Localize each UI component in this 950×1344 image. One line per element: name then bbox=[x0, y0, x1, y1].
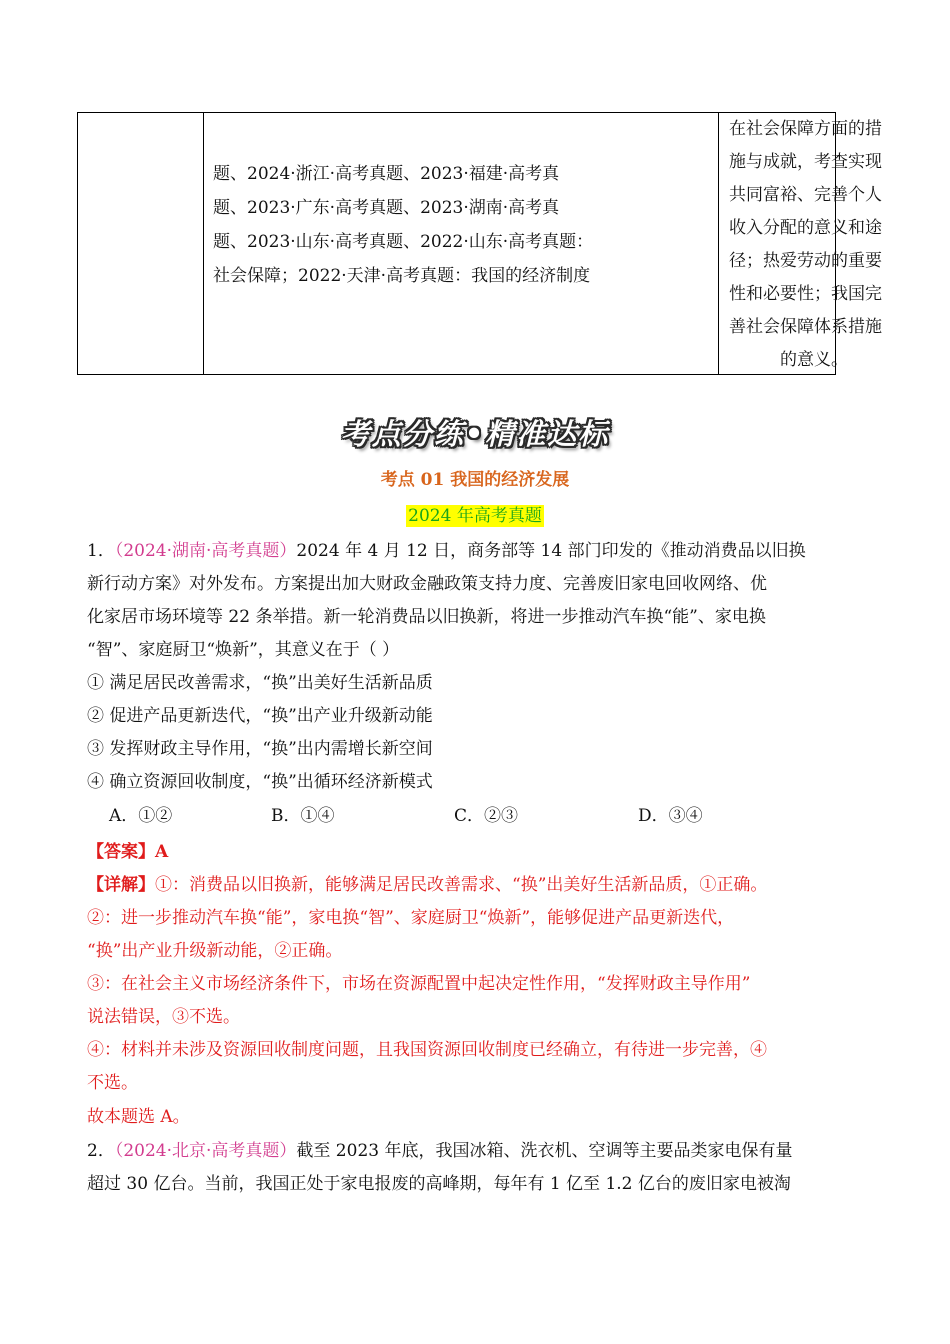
answer-value: A bbox=[155, 842, 169, 862]
detail-line: 说法错误，③不选。 bbox=[87, 1007, 240, 1027]
detail-line bbox=[87, 869, 872, 902]
table-sources-text bbox=[213, 157, 713, 293]
detail-line: “换”出产业升级新动能，②正确。 bbox=[87, 941, 343, 961]
answer-detail bbox=[87, 869, 872, 1100]
table-analysis-line: 善社会保障体系措施 bbox=[729, 317, 882, 337]
table-analysis-line: 的意义。 bbox=[780, 350, 848, 370]
question-1 bbox=[87, 535, 867, 799]
year-heading bbox=[0, 505, 950, 527]
option-a: A．①② bbox=[109, 806, 173, 826]
statement-1: ① 满足居民改善需求，“换”出美好生活新品质 bbox=[87, 673, 433, 693]
banner-title: 考点分练•精准达标 bbox=[340, 416, 610, 451]
option-d: D．③④ bbox=[638, 806, 703, 826]
table-sources-line: 题、2023·广东·高考真题、2023·湖南·高考真 bbox=[213, 198, 560, 218]
option-b: B．①④ bbox=[271, 806, 335, 826]
year-heading-label: 2024 年高考真题 bbox=[408, 506, 542, 526]
exam-table bbox=[77, 112, 882, 375]
question-number: 2． bbox=[87, 1141, 115, 1161]
detail-line: ④：材料并未涉及资源回收制度问题，且我国资源回收制度已经确立，有待进一步完善，④ bbox=[87, 1040, 767, 1060]
question-stem-first bbox=[87, 1135, 867, 1168]
conclusion: 故本题选 A。 bbox=[87, 1107, 190, 1127]
question-stem-text: 截至 2023 年底，我国冰箱、洗衣机、空调等主要品类家电保有量 bbox=[296, 1141, 793, 1161]
answer-line bbox=[87, 836, 867, 869]
section-banner bbox=[300, 408, 650, 456]
detail-line: ③：在社会主义市场经济条件下，市场在资源配置中起决定性作用，“发挥财政主导作用” bbox=[87, 974, 751, 994]
detail-line: 不选。 bbox=[87, 1073, 138, 1093]
answer-label: 【答案】 bbox=[87, 842, 155, 862]
table-analysis-line: 共同富裕、完善个人 bbox=[729, 185, 882, 205]
table-col-category bbox=[78, 113, 204, 374]
table-sources-line: 社会保障；2022·天津·高考真题：我国的经济制度 bbox=[213, 266, 591, 286]
statement-2: ② 促进产品更新迭代，“换”出产业升级新动能 bbox=[87, 706, 433, 726]
table-analysis-text bbox=[729, 113, 909, 377]
table-col-analysis bbox=[719, 113, 882, 374]
table-analysis-line: 性和必要性；我国完 bbox=[729, 284, 882, 304]
table-analysis-line: 收入分配的意义和途 bbox=[729, 218, 882, 238]
question-stem-text: 2024 年 4 月 12 日，商务部等 14 部门印发的《推动消费品以旧换 bbox=[296, 541, 806, 561]
question-2 bbox=[87, 1135, 867, 1201]
statement-3: ③ 发挥财政主导作用，“换”出内需增长新空间 bbox=[87, 739, 433, 759]
question-stem-first bbox=[87, 535, 867, 568]
table-analysis-line: 在社会保障方面的措 bbox=[729, 119, 882, 139]
question-stem-line: 超过 30 亿台。当前，我国正处于家电报废的高峰期，每年有 1 亿至 1.2 亿台的废旧家电被淘 bbox=[87, 1174, 791, 1194]
question-source: （2024·湖南·高考真题） bbox=[114, 541, 297, 561]
table-sources-line: 题、2023·山东·高考真题、2022·山东·高考真题： bbox=[213, 232, 594, 252]
question-stem-line: 化家居市场环境等 22 条举措。新一轮消费品以旧换新，将进一步推动汽车换“能”、家电换 bbox=[87, 607, 766, 627]
question-stem-line: “智”、家庭厨卫“焕新”，其意义在于（ ） bbox=[87, 640, 400, 660]
detail-text: ①：消费品以旧换新，能够满足居民改善需求、“换”出美好生活新品质，①正确。 bbox=[155, 875, 768, 895]
question-number: 1． bbox=[87, 541, 115, 561]
question-source: （2024·北京·高考真题） bbox=[114, 1141, 297, 1161]
table-analysis-line: 径；热爱劳动的重要 bbox=[729, 251, 882, 271]
section-heading: 考点 01 我国的经济发展 bbox=[380, 470, 570, 490]
table-col-sources bbox=[204, 113, 719, 374]
statement-4: ④ 确立资源回收制度，“换”出循环经济新模式 bbox=[87, 772, 433, 792]
table-analysis-line: 施与成就，考查实现 bbox=[729, 152, 882, 172]
detail-label: 【详解】 bbox=[87, 875, 155, 895]
detail-line: ②：进一步推动汽车换“能”，家电换“智”、家庭厨卫“焕新”，能够促进产品更新迭代， bbox=[87, 908, 735, 928]
option-c: C．②③ bbox=[454, 806, 519, 826]
table-sources-line: 题、2024·浙江·高考真题、2023·福建·高考真 bbox=[213, 164, 560, 184]
question-stem-line: 新行动方案》对外发布。方案提出加大财政金融政策支持力度、完善废旧家电回收网络、优 bbox=[87, 574, 767, 594]
